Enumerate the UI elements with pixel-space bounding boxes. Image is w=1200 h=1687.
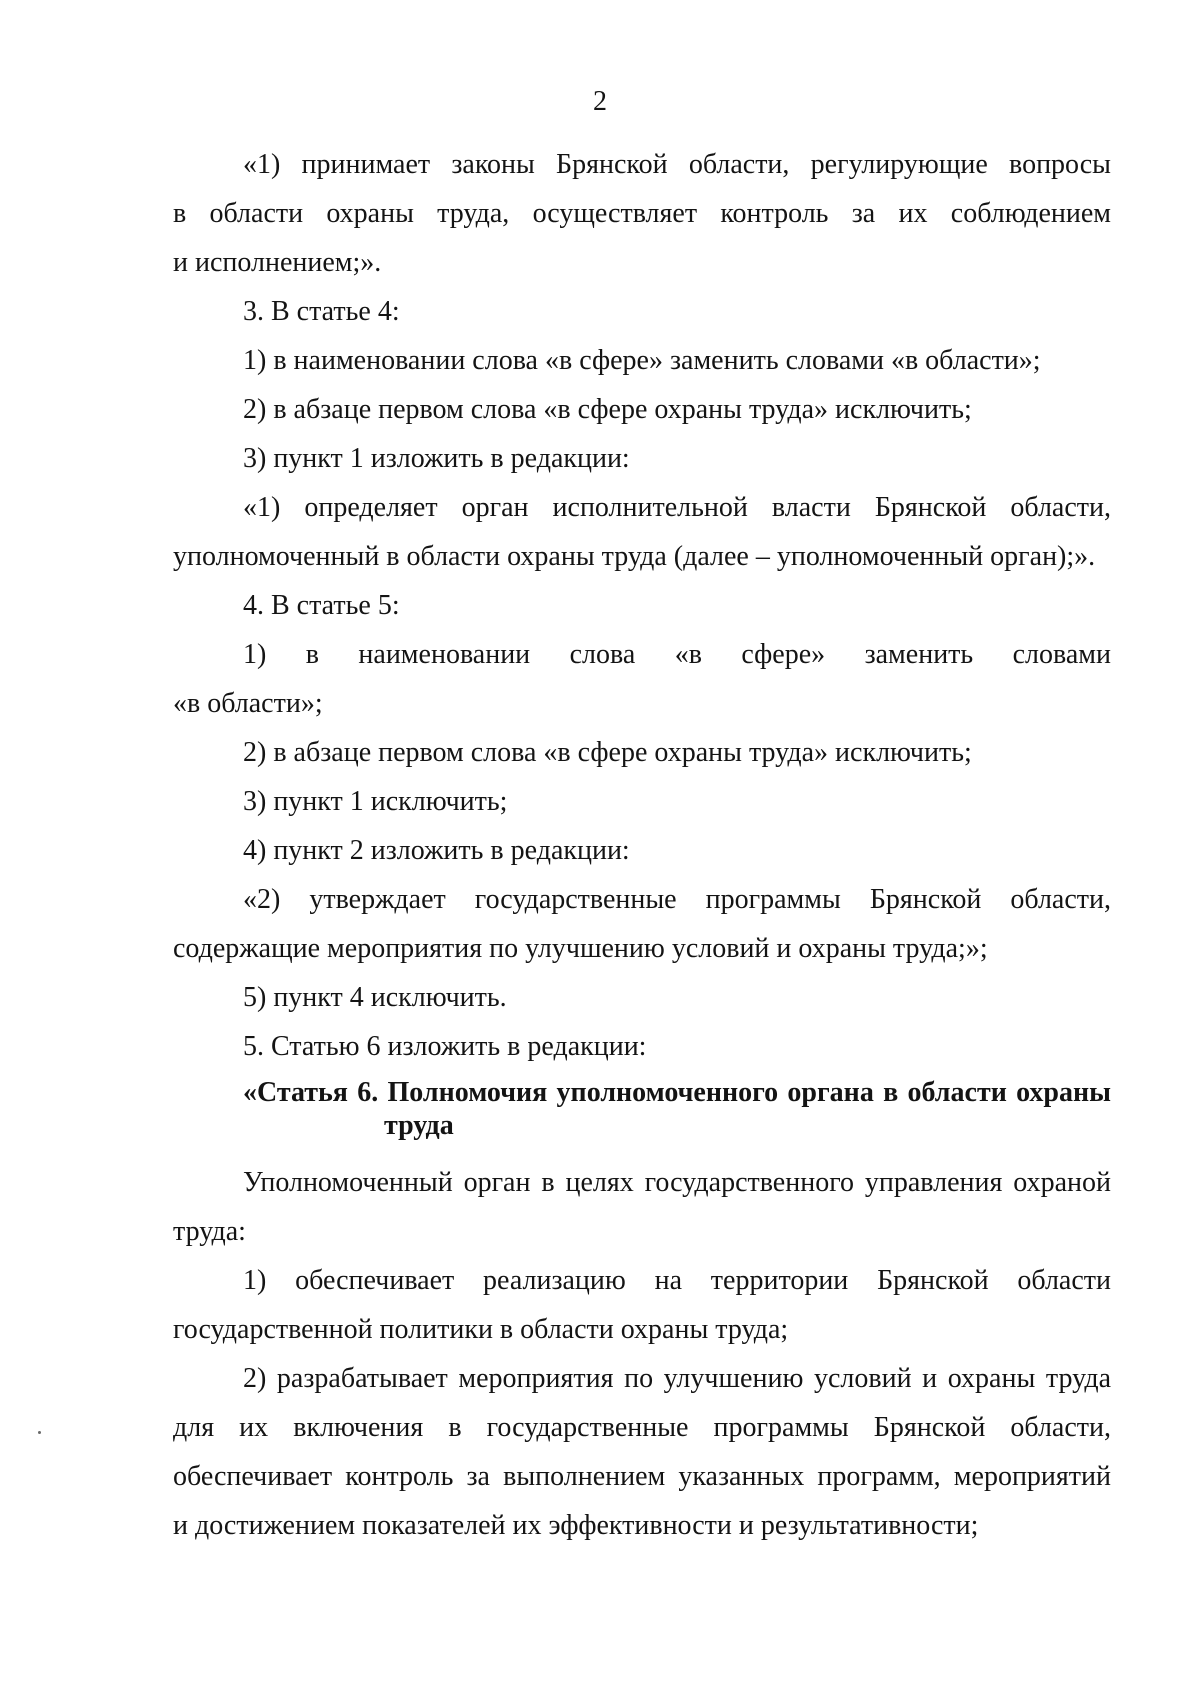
- scan-speck: [38, 1431, 41, 1434]
- article-heading: [173, 1076, 1111, 1142]
- text-line: «в области»;: [173, 688, 323, 719]
- text-line: 2) в абзаце первом слова «в сфере охраны труда» исключить;: [243, 394, 972, 425]
- text-line: 5) пункт 4 исключить.: [243, 982, 507, 1013]
- text-line: государственной политики в области охраны труда;: [173, 1314, 789, 1345]
- text-line: в области охраны труда, осуществляет контроль за их соблюдением: [173, 198, 1111, 229]
- text-line: 1) обеспечивает реализацию на территории Брянской области: [243, 1265, 1111, 1296]
- text-line: и достижением показателей их эффективности и результативности;: [173, 1510, 979, 1541]
- text-line: «2) утверждает государственные программы Брянской области,: [243, 884, 1111, 915]
- text-line: уполномоченный в области охраны труда (далее – уполномоченный орган);».: [173, 541, 1096, 572]
- text-block-article: [173, 1158, 1111, 1550]
- text-line: Уполномоченный орган в целях государственного управления охраной: [243, 1167, 1111, 1198]
- document-body: [173, 140, 1111, 1550]
- text-line: 3) пункт 1 изложить в редакции:: [243, 443, 630, 474]
- article-heading-line-2: труда: [384, 1110, 454, 1141]
- text-line: 4. В статье 5:: [243, 590, 400, 621]
- page-number: 2: [593, 86, 607, 117]
- text-line: содержащие мероприятия по улучшению условий и охраны труда;»;: [173, 933, 988, 964]
- text-line: «1) определяет орган исполнительной власти Брянской области,: [243, 492, 1111, 523]
- text-line: «1) принимает законы Брянской области, регулирующие вопросы: [243, 149, 1111, 180]
- text-line: 2) разрабатывает мероприятия по улучшению условий и охраны труда: [243, 1363, 1111, 1394]
- article-heading-line-1: «Статья 6. Полномочия уполномоченного органа в области охраны: [243, 1077, 1111, 1108]
- text-block-amendments: [173, 140, 1111, 1071]
- text-line: 3) пункт 1 исключить;: [243, 786, 508, 817]
- text-line: труда:: [173, 1216, 246, 1247]
- text-line: обеспечивает контроль за выполнением указанных программ, мероприятий: [173, 1461, 1111, 1492]
- text-line: для их включения в государственные программы Брянской области,: [173, 1412, 1111, 1443]
- text-line: 5. Статью 6 изложить в редакции:: [243, 1031, 647, 1062]
- text-line: 3. В статье 4:: [243, 296, 400, 327]
- text-line: 4) пункт 2 изложить в редакции:: [243, 835, 630, 866]
- text-line: 2) в абзаце первом слова «в сфере охраны труда» исключить;: [243, 737, 972, 768]
- text-line: и исполнением;».: [173, 247, 382, 278]
- text-line: 1) в наименовании слова «в сфере» заменить словами «в области»;: [243, 345, 1041, 376]
- text-line: 1) в наименовании слова «в сфере» заменить словами: [243, 639, 1111, 670]
